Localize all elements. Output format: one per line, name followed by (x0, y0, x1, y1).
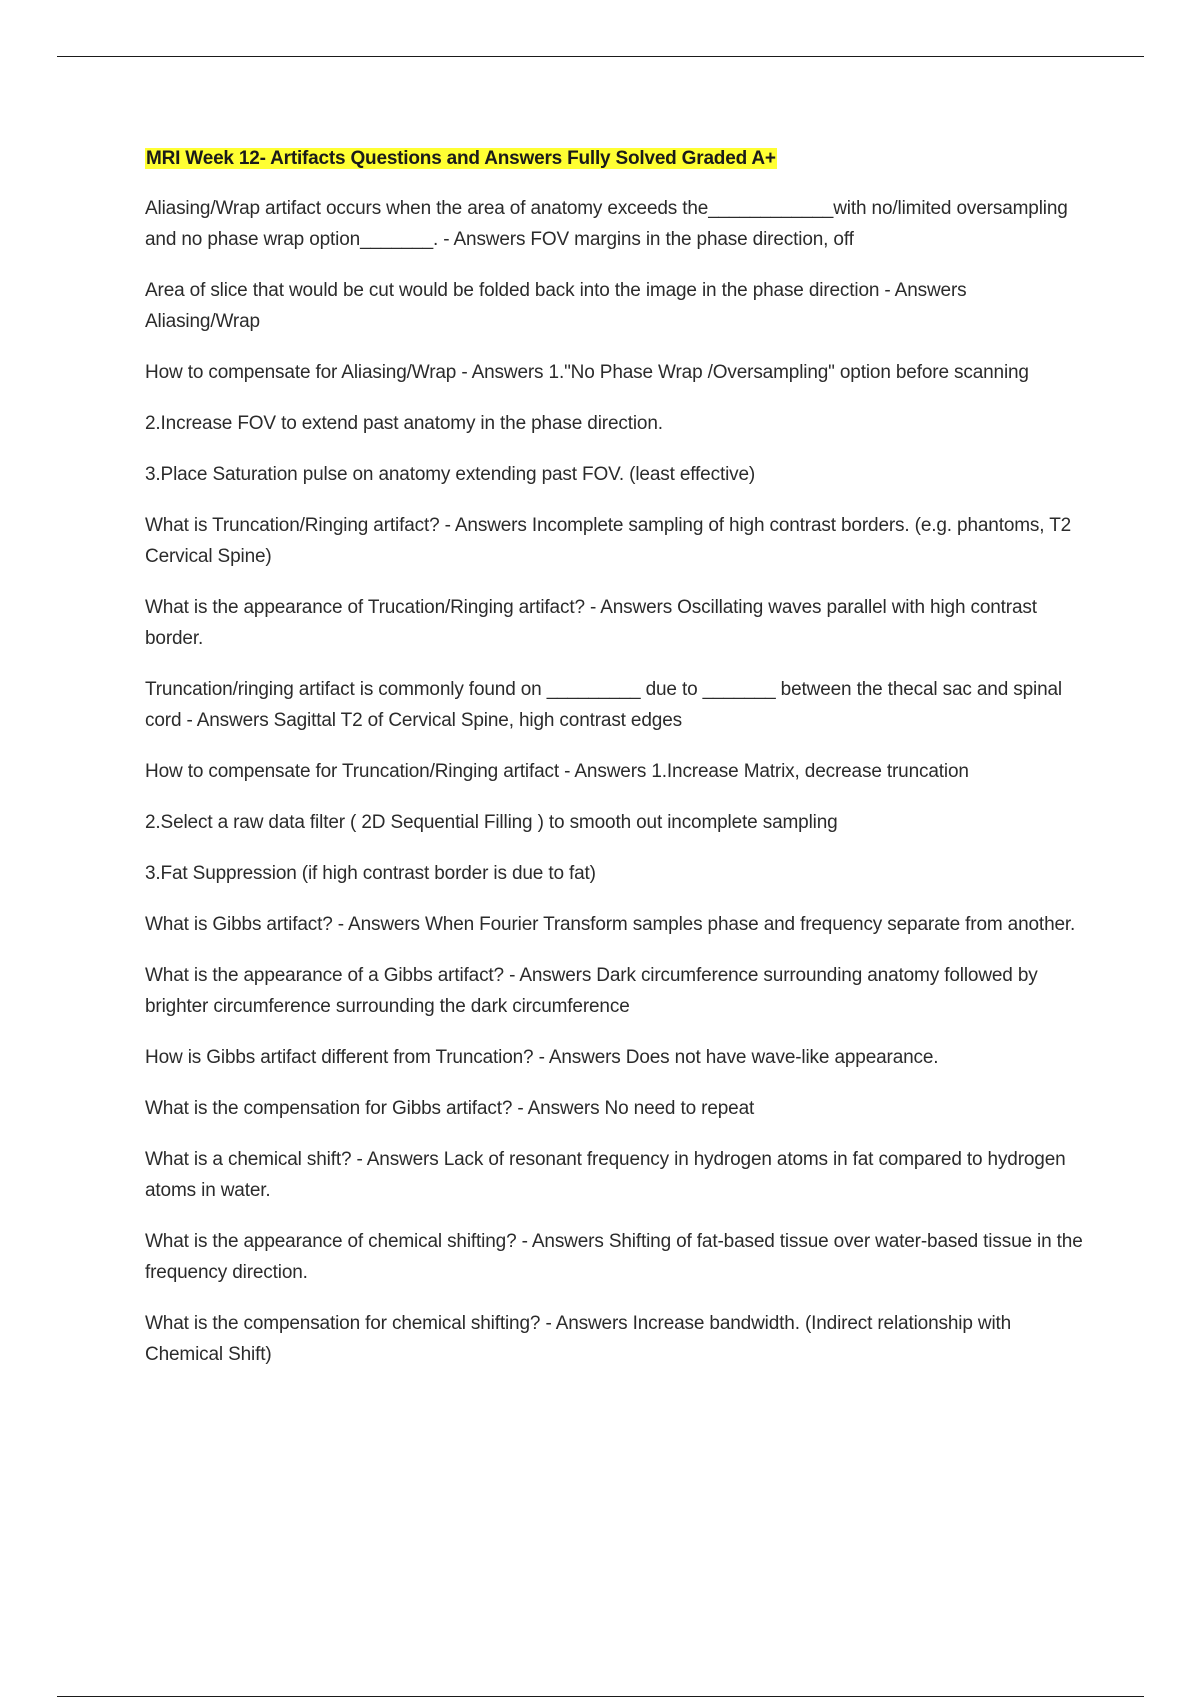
bottom-horizontal-rule (57, 1696, 1144, 1697)
paragraph-truncation-step-2: 2.Select a raw data filter ( 2D Sequential Filling ) to smooth out incomplete sampling (145, 812, 838, 833)
paragraph-gibbs-compensation: What is the compensation for Gibbs artifact? - Answers No need to repeat (145, 1098, 755, 1119)
top-horizontal-rule (57, 56, 1144, 57)
paragraph-truncation-appearance: What is the appearance of Trucation/Ringing artifact? - Answers Oscillating waves parallel with high contrast border. (145, 597, 1037, 649)
paragraph-gibbs-difference: How is Gibbs artifact different from Truncation? - Answers Does not have wave-like appearance. (145, 1047, 939, 1068)
paragraph-aliasing-fold: Area of slice that would be cut would be folded back into the image in the phase direction - Answers Aliasing/Wrap (145, 280, 967, 332)
paragraph-chemical-shift-definition: What is a chemical shift? - Answers Lack of resonant frequency in hydrogen atoms in fat compared to hydrogen atoms in water. (145, 1149, 1066, 1201)
paragraph-aliasing-step-3: 3.Place Saturation pulse on anatomy extending past FOV. (least effective) (145, 464, 756, 485)
paragraph-gibbs-appearance: What is the appearance of a Gibbs artifact? - Answers Dark circumference surrounding anatomy followed by brighter circumference surrounding the dark circumference (145, 965, 1038, 1017)
paragraph-truncation-step-3: 3.Fat Suppression (if high contrast border is due to fat) (145, 863, 596, 884)
document-title: MRI Week 12- Artifacts Questions and Answers Fully Solved Graded A+ (146, 148, 776, 169)
paragraph-truncation-definition: What is Truncation/Ringing artifact? - Answers Incomplete sampling of high contrast borders. (e.g. phantoms, T2 Cervical Spine) (145, 515, 1072, 567)
paragraph-chemical-shift-compensation: What is the compensation for chemical shifting? - Answers Increase bandwidth. (Indirect relationship with Chemical Shift) (145, 1313, 1012, 1365)
title-block (145, 143, 1085, 175)
paragraph-truncation-location: Truncation/ringing artifact is commonly found on _________ due to _______ between the thecal sac and spinal cord - Answers Sagittal T2 of Cervical Spine, high contrast edges (145, 679, 1062, 731)
paragraph-chemical-shift-appearance: What is the appearance of chemical shifting? - Answers Shifting of fat-based tissue over water-based tissue in the frequency direction. (145, 1231, 1083, 1283)
paragraph-aliasing-step-2: 2.Increase FOV to extend past anatomy in the phase direction. (145, 413, 663, 434)
paragraph-aliasing-compensate: How to compensate for Aliasing/Wrap - Answers 1."No Phase Wrap /Oversampling" option before scanning (145, 362, 1029, 383)
paragraph-truncation-compensate: How to compensate for Truncation/Ringing artifact - Answers 1.Increase Matrix, decrease truncation (145, 761, 969, 782)
document-body (145, 143, 1085, 1390)
paragraph-aliasing-definition: Aliasing/Wrap artifact occurs when the area of anatomy exceeds the____________with no/limited oversampling and no phase wrap option_______. - Answers FOV margins in the phase direction, off (145, 198, 1068, 250)
paragraph-gibbs-definition: What is Gibbs artifact? - Answers When Fourier Transform samples phase and frequency separate from another. (145, 914, 1076, 935)
